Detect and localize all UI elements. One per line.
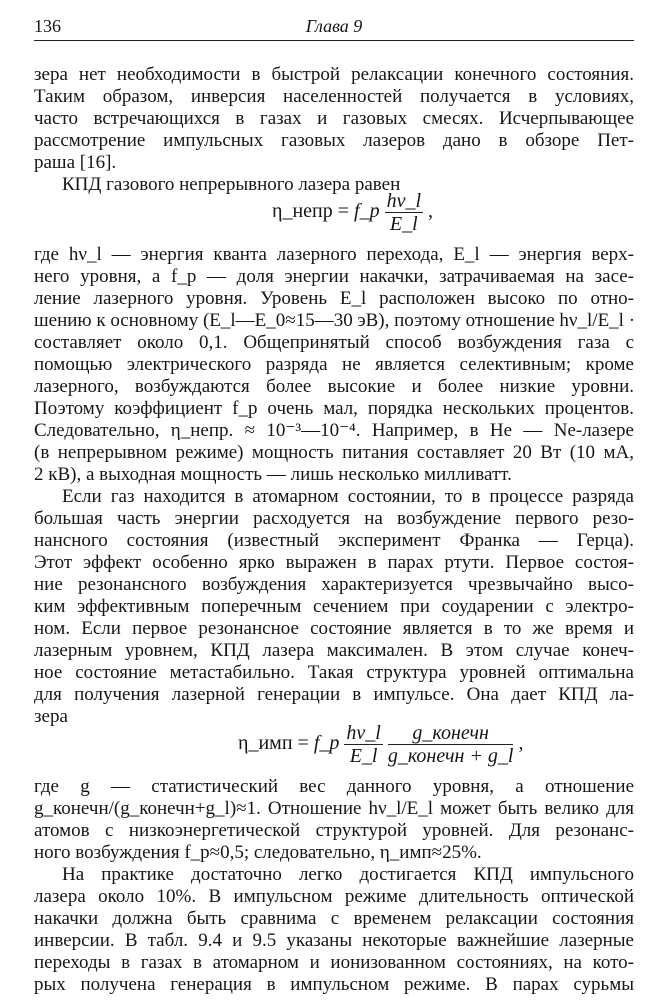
text-line: атомов с низкоэнергетической структурой уровней. Для резонанс-: [34, 820, 634, 841]
text-line: g_конечн/(g_конечн+g_l)≈1. Отношение hν_l/E_l может быть велико для: [34, 798, 634, 819]
text-line: Поэтому коэффициент f_p очень мал, порядка нескольких процентов.: [34, 398, 634, 419]
text-line: Следовательно, η_непр. ≈ 10⁻³—10⁻⁴. Например, в He — Ne-лазере: [34, 420, 634, 441]
text-line: переходы в газах в атомарном и ионизованном состояниях, на кото-: [34, 952, 634, 973]
text-line: шению к основному (E_l—E_0≈15—30 эВ), поэтому отношение hν_l/E_l ·: [34, 310, 636, 331]
text-line: лазерного, возбуждаются более высокие и более низкие уровни.: [34, 376, 634, 397]
text-line: КПД газового непрерывного лазера равен: [62, 174, 401, 195]
eq-tail: ,: [428, 200, 434, 223]
equation-cw-efficiency: η_непр = f_p $\frac{h\nu\_l}{E\_l}$ ,: [272, 190, 434, 235]
text-line: ким эффективным поперечным сечением при соударении с электро-: [34, 596, 634, 617]
eq-coefficient: f_p: [313, 732, 340, 755]
text-line: Если газ находится в атомарном состоянии, то в процессе разряда: [62, 486, 634, 507]
text-line: 2 кВ), а выходная мощность — лишь несколько милливатт.: [34, 464, 512, 485]
fraction: [344, 722, 382, 767]
text-line: лазера около 10%. В импульсном режиме длительность оптической: [34, 886, 634, 907]
chapter-title: Глава 9: [305, 16, 363, 36]
text-line: зера нет необходимости в быстрой релаксации конечного состояния.: [34, 64, 634, 85]
text-line: лазерным уровнем, КПД лазера максимален. В этом случае конеч-: [34, 640, 634, 661]
text-line: ном. Если первое резонансное состояние является в то же время и: [34, 618, 634, 639]
eq-tail: ,: [518, 732, 524, 755]
text-line: зера: [34, 706, 68, 727]
text-line: На практике достаточно легко достигается КПД импульсного: [62, 864, 634, 885]
text-line: (в непрерывном режиме) мощность питания составляет 20 Вт (10 мА,: [34, 442, 634, 463]
eq-lhs: η_имп: [238, 732, 293, 755]
text-line: большая часть энергии расходуется на возбуждение первого резо-: [34, 508, 634, 529]
fraction-numerator: hν_l: [386, 190, 422, 212]
text-line: ние резонансного возбуждения характеризуется чрезвычайно высо-: [34, 574, 634, 595]
fraction-numerator: g_конечн: [388, 722, 514, 745]
text-line: ного возбуждения f_p≈0,5; следовательно, η_имп≈25%.: [34, 842, 482, 863]
text-line: где hν_l — энергия кванта лазерного перехода, E_l — энергия верх-: [34, 244, 634, 265]
text-line: где g — статистический вес данного уровня, а отношение: [34, 776, 634, 797]
page-number: 136: [34, 16, 61, 36]
eq-coefficient: f_p: [354, 200, 380, 223]
text-line: него уровня, а f_p — доля энергии накачки, затрачиваемая на засе-: [34, 266, 634, 287]
text-line: ление лазерного уровня. Уровень E_l расположен высоко по отно-: [34, 288, 634, 309]
text-line: накачки должна быть сравнима с временем релаксации состояния: [34, 908, 634, 929]
running-header: [34, 16, 634, 41]
fraction-numerator: hν_l: [346, 722, 381, 744]
text-line: ное состояние метастабильно. Такая структура уровней оптимальна: [34, 662, 634, 683]
text-line: инверсии. В табл. 9.4 и 9.5 указаны некоторые важнейшие лазерные: [34, 930, 634, 951]
text-line: для получения лазерной генерации в импульсе. Она дает КПД ла-: [34, 684, 634, 705]
fraction-denominator: E_l: [349, 745, 378, 767]
text-line: рассмотрение импульсных газовых лазеров дано в обзоре Пет-: [34, 130, 634, 151]
text-line: часто встречающихся в газах и газовых смесях. Исчерпывающее: [34, 108, 634, 129]
equation-pulse-efficiency: η_имп = f_p $\frac{h\nu\_l}{E\_l}$ $\frac{\text{g\_конечн}}{\text{g\_конечн + g\_l}}$ ,: [238, 722, 524, 767]
text-line: нансного состояния (известный эксперимент Франка — Герца).: [34, 530, 634, 551]
text-line: Этот эффект особенно ярко выражен в парах ртути. Первое состоя-: [34, 552, 634, 573]
eq-lhs: η_непр: [272, 200, 333, 223]
fraction: [388, 722, 514, 767]
text-line: помощью электрического разряда не является селективным; кроме: [34, 354, 634, 375]
fraction-denominator: E_l: [389, 213, 418, 235]
text-line: составляет около 0,1. Общепринятый способ возбуждения газа с: [34, 332, 634, 353]
text-line: рых получена генерация в импульсном режиме. В парах сурьмы: [34, 974, 634, 995]
text-line: раша [16].: [34, 152, 117, 173]
fraction: [385, 190, 423, 235]
text-line: Таким образом, инверсия населенностей получается в условиях,: [34, 86, 634, 107]
fraction-denominator: g_конечн + g_l: [387, 745, 514, 767]
